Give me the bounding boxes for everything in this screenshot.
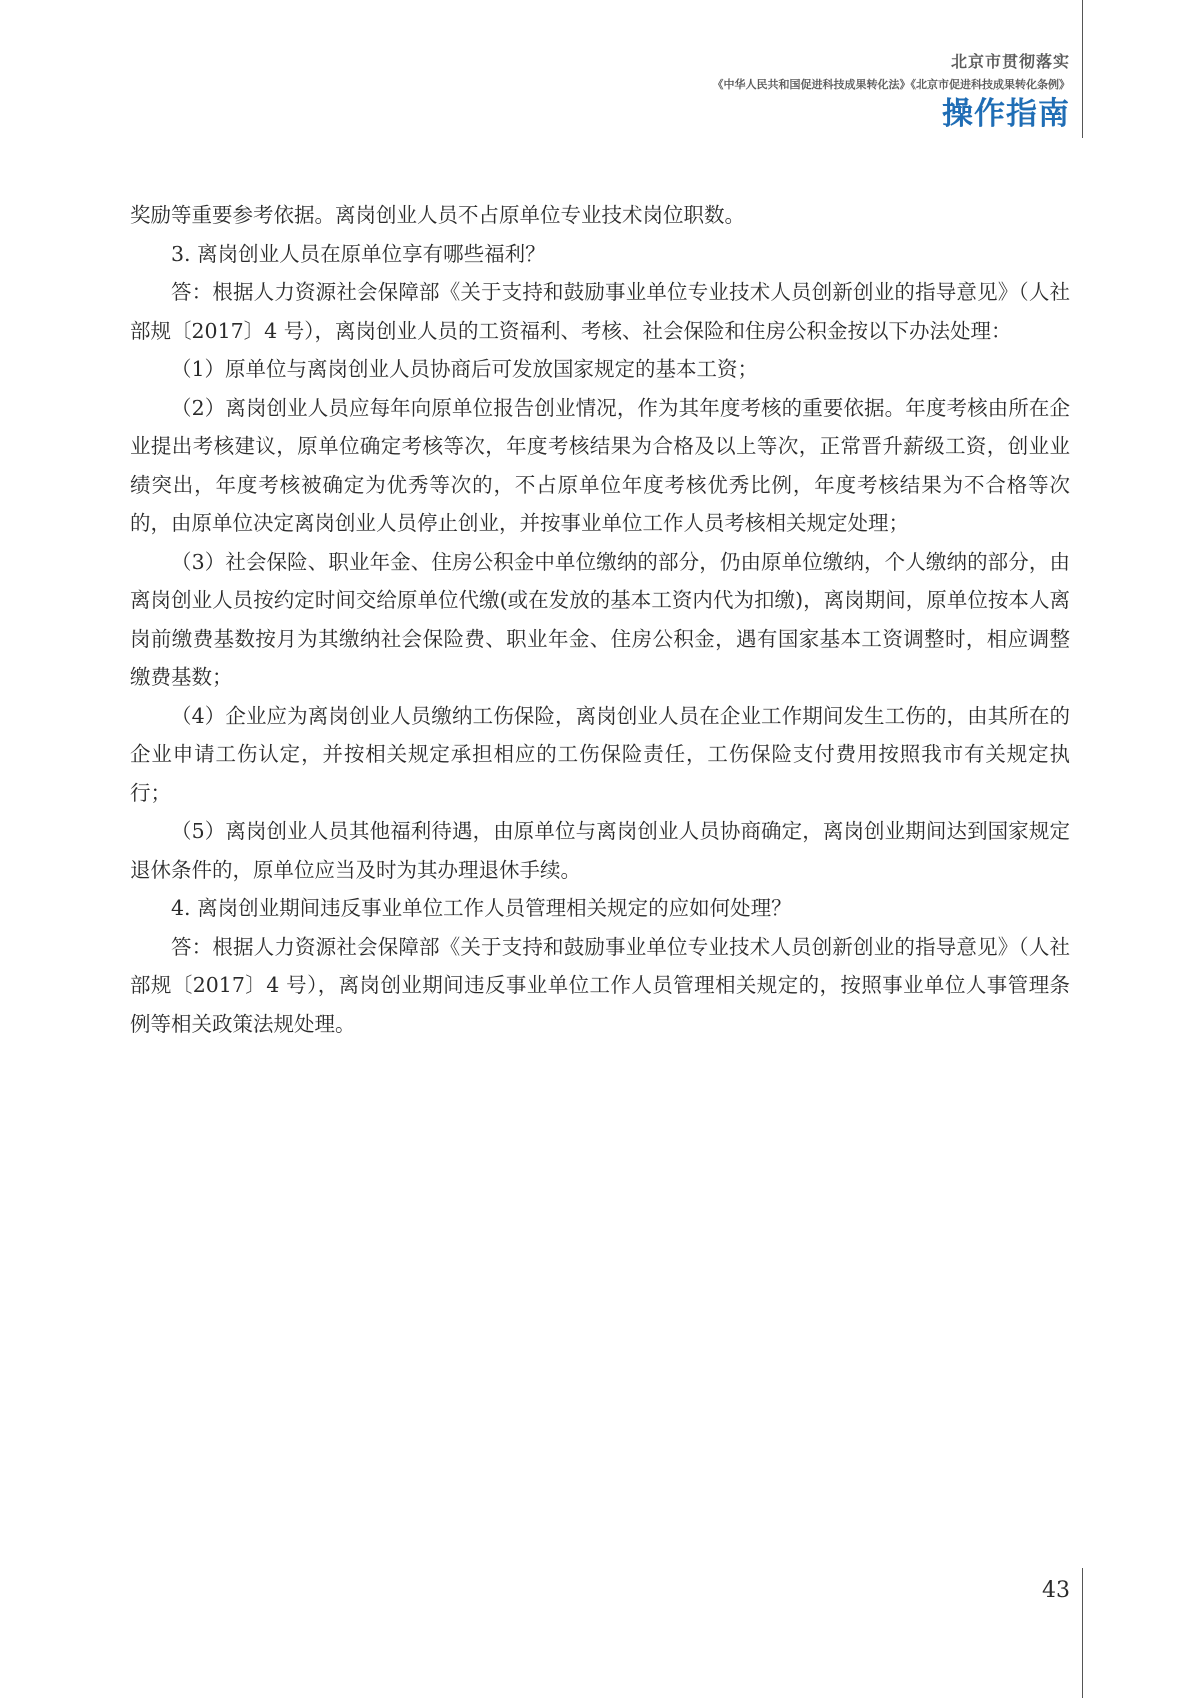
header-subtitle: 《中华人民共和国促进科技成果转化法》《北京市促进科技成果转化条例》 [712, 78, 1070, 91]
header-title: 北京市贯彻落实 [950, 52, 1070, 71]
answer-3-item-3: （3）社会保险、职业年金、住房公积金中单位缴纳的部分，仍由原单位缴纳，个人缴纳的部分，由离岗创业人员按约定时间交给原单位代缴(或在发放的基本工资内代为扣缴)，离岗期间，原单位按本人离岗前缴费基数按月为其缴纳社会保险费、职业年金、住房公积金，遇有国家基本工资调整时，相应调整缴费基数； [130, 549, 1070, 689]
answer-3-item-2: （2）离岗创业人员应每年向原单位报告创业情况，作为其年度考核的重要依据。年度考核由所在企业提出考核建议，原单位确定考核等次，年度考核结果为合格及以上等次，正常晋升薪级工资，创业业绩突出，年度考核被确定为优秀等次的，不占原单位年度考核优秀比例，年度考核结果为不合格等次的，由原单位决定离岗创业人员停止创业，并按事业单位工作人员考核相关规定处理； [130, 395, 1070, 535]
answer-3-item-4: （4）企业应为离岗创业人员缴纳工伤保险，离岗创业人员在企业工作期间发生工伤的，由其所在的企业申请工伤认定，并按相关规定承担相应的工伤保险责任，工伤保险支付费用按照我市有关规定执行； [130, 703, 1070, 805]
header-vertical-rule [1082, 0, 1083, 138]
answer-3-item-5: （5）离岗创业人员其他福利待遇，由原单位与离岗创业人员协商确定，离岗创业期间达到国家规定退休条件的，原单位应当及时为其办理退休手续。 [130, 819, 1070, 882]
body-text [130, 196, 1070, 1043]
page-number: 43 [1042, 1578, 1070, 1603]
question-4: 4. 离岗创业期间违反事业单位工作人员管理相关规定的应如何处理？ [171, 896, 792, 920]
question-3: 3. 离岗创业人员在原单位享有哪些福利？ [171, 241, 546, 266]
paragraph-continuation: 奖励等重要参考依据。离岗创业人员不占原单位专业技术岗位职数。 [130, 203, 745, 227]
running-header [713, 52, 1071, 134]
answer-3: 答：根据人力资源社会保障部《关于支持和鼓励事业单位专业技术人员创新创业的指导意见》（人社部规〔2017〕4 号），离岗创业人员的工资福利、考核、社会保险和住房公积金按以下办法处理： [130, 280, 1070, 343]
footer-vertical-rule [1082, 1568, 1083, 1698]
answer-4: 答：根据人力资源社会保障部《关于支持和鼓励事业单位专业技术人员创新创业的指导意见》（人社部规〔2017〕4 号），离岗创业期间违反事业单位工作人员管理相关规定的，按照事业单位人事管理条例等相关政策法规处理。 [130, 934, 1070, 1036]
header-main-title: 操作指南 [942, 96, 1070, 132]
answer-3-item-1: （1）原单位与离岗创业人员协商后可发放国家规定的基本工资； [171, 357, 759, 381]
